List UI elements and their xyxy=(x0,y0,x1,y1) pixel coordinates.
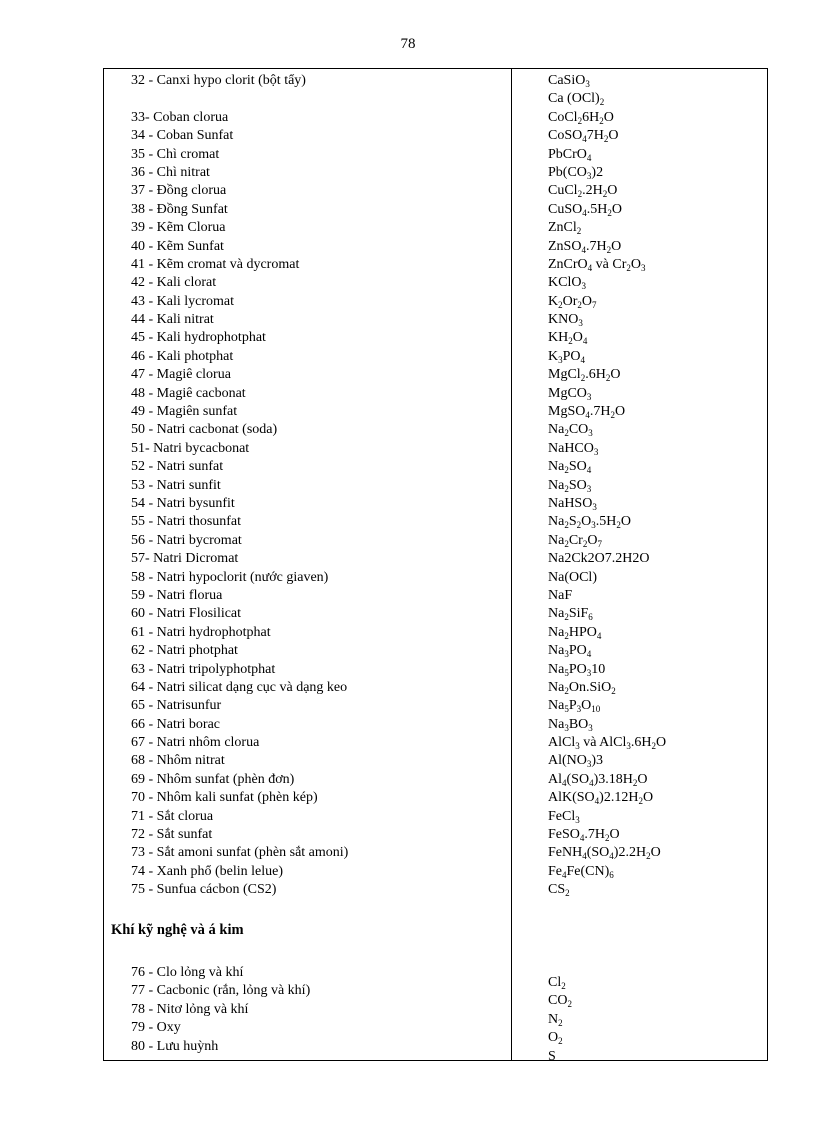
chemicals-table xyxy=(103,68,768,1064)
chemical-name: 75 - Sunfua cácbon (CS2) xyxy=(131,882,277,898)
gas-name-column xyxy=(131,964,310,1056)
chemical-name: 45 - Kali hydrophotphat xyxy=(131,330,266,346)
chemical-formula: $Na_5P_3O_{10}$ xyxy=(548,698,601,715)
chemical-name: 43 - Kali lycromat xyxy=(131,293,235,309)
chemical-name: 53 - Natri sunfit xyxy=(131,477,221,493)
chemical-formula: $K_3PO_4$ xyxy=(548,348,586,365)
chemical-formula: $Na_3PO_4$ xyxy=(548,643,592,660)
chemical-name: 69 - Nhôm sunfat (phèn đơn) xyxy=(131,771,295,787)
chemical-name: 37 - Đồng clorua xyxy=(131,183,227,199)
chemical-name: 55 - Natri thosunfat xyxy=(131,514,242,530)
chemical-name: 48 - Magiê cacbonat xyxy=(131,385,246,401)
chemical-name: 52 - Natri sunfat xyxy=(131,459,224,475)
chemical-name: 39 - Kẽm Clorua xyxy=(131,220,226,236)
gas-name: 77 - Cacbonic (rắn, lỏng và khí) xyxy=(131,983,311,999)
chemical-formula: PbCrO$_4$ xyxy=(548,146,592,163)
chemical-formula: $AlK(SO_4)2.12H_2O$ xyxy=(548,790,654,807)
chemical-name: 46 - Kali photphat xyxy=(131,348,234,364)
chemical-name: 49 - Magiên sunfat xyxy=(131,404,238,420)
chemical-name: 58 - Natri hypoclorit (nước giaven) xyxy=(131,569,329,585)
chemical-name: 65 - Natrisunfur xyxy=(131,698,222,714)
chemical-name: 34 - Coban Sunfat xyxy=(131,128,234,144)
chemical-formula: $Al_4(SO_4)3.18H_2O$ xyxy=(548,771,648,788)
chemical-name: 51- Natri bycacbonat xyxy=(131,440,250,456)
chemical-formula: $CuCl_2.2H_2O$ xyxy=(548,183,618,200)
chemical-name: 74 - Xanh phổ (belin lelue) xyxy=(131,863,284,879)
chemical-formula: $CoSO_47H_2O$ xyxy=(548,128,619,145)
chemical-formula: $CoCl_26H_2O$ xyxy=(548,109,614,126)
chemical-name: 50 - Natri cacbonat (soda) xyxy=(131,422,278,438)
chemical-formula: $Na_2SiF_6$ xyxy=(548,606,593,623)
gas-name: 76 - Clo lỏng và khí xyxy=(131,965,244,980)
chemical-name: 71 - Sắt clorua xyxy=(131,808,214,824)
gas-formula-column xyxy=(548,974,572,1066)
chemical-name: 35 - Chì cromat xyxy=(131,146,220,162)
gas-formula: $Cl_2$ xyxy=(548,975,566,991)
chemical-formula: $Fe_4Fe(CN)_6$ xyxy=(548,863,614,880)
chemical-formula: $KH_2O_4$ xyxy=(548,330,588,347)
chemical-name: 59 - Natri florua xyxy=(131,587,223,603)
chemical-formula: $Na_2S_2O_3.5H_2O$ xyxy=(548,514,631,531)
chemical-formula: NaHSO$_3$ xyxy=(548,495,597,512)
chemical-name: 44 - Kali nitrat xyxy=(131,312,214,328)
chemical-formula: $CS_2$ xyxy=(548,882,570,899)
chemical-formula: $Na_2SO_3$ xyxy=(548,477,592,494)
page-number: 78 xyxy=(400,36,416,52)
chemical-formula: Ca $(OCl)_2$ xyxy=(548,91,605,108)
chemical-formula: $Na_2Cr_2O_7$ xyxy=(548,532,602,549)
chemical-name: 41 - Kẽm cromat và dycromat xyxy=(131,256,300,272)
gas-formula: S xyxy=(548,1048,556,1064)
chemical-name: 38 - Đồng Sunfat xyxy=(131,201,228,217)
gas-name: 79 - Oxy xyxy=(131,1020,181,1036)
chemical-name: 63 - Natri tripolyphotphat xyxy=(131,661,276,677)
gas-formula: $CO_2$ xyxy=(548,993,572,1010)
chemical-name: 57- Natri Dicromat xyxy=(131,551,239,567)
chemical-name: 40 - Kẽm Sunfat xyxy=(131,238,224,254)
chemical-formula: ZnCl$_2$ xyxy=(548,220,582,237)
chemical-formula: CaSiO$_3$ xyxy=(548,73,590,89)
chemical-formula: ZnCrO$_4$ và $Cr_2O_3$ xyxy=(548,256,646,273)
chemical-formula: $Na_2SO_4$ xyxy=(548,459,592,476)
chemical-name: 33- Coban clorua xyxy=(131,109,229,125)
chemical-formula: NaHCO$_3$ xyxy=(548,440,599,457)
chemical-name: 54 - Natri bysunfit xyxy=(131,495,235,511)
chemical-name xyxy=(131,90,501,108)
chemical-name: 67 - Natri nhôm clorua xyxy=(131,735,260,751)
chemical-name: 32 - Canxi hypo clorit (bột tẩy) xyxy=(131,73,306,88)
chemical-formula: $Na_2On.SiO_2$ xyxy=(548,679,616,696)
chemical-formula: $Na_3BO_3$ xyxy=(548,716,593,733)
gas-formula: $O_2$ xyxy=(548,1030,563,1047)
chemical-name: 60 - Natri Flosilicat xyxy=(131,606,242,622)
chemical-name: 70 - Nhôm kali sunfat (phèn kép) xyxy=(131,790,318,806)
chemical-name: 42 - Kali clorat xyxy=(131,275,217,291)
gas-name: 80 - Lưu huỳnh xyxy=(131,1038,219,1054)
chemical-formula: $FeSO_4.7H_2O$ xyxy=(548,827,620,844)
chemical-name: 73 - Sắt amoni sunfat (phèn sắt amoni) xyxy=(131,845,349,861)
chemical-formula: Na(OCl) xyxy=(548,569,597,585)
chemical-formula: $KNO_3$ xyxy=(548,312,583,329)
chemical-formula: $K_2Or_2O_7$ xyxy=(548,293,597,310)
chemical-formula: AlCl$_3$ và $AlCl_3.6H_2O$ xyxy=(548,735,667,752)
chemical-formula: $Na_2CO_3$ xyxy=(548,422,593,439)
chemical-formula: $FeNH_4(SO_4)2.2H_2O$ xyxy=(548,845,661,862)
chemical-formula: KClO$_3$ xyxy=(548,275,586,292)
column-divider xyxy=(511,69,512,1060)
gas-formula: $N_2$ xyxy=(548,1011,563,1028)
chemical-name: 68 - Nhôm nitrat xyxy=(131,753,225,769)
section-title: Khí kỹ nghệ và á kim xyxy=(111,922,244,938)
chemical-formula: $CuSO_4.5H_2O$ xyxy=(548,201,622,218)
chemical-formula: $MgCl_2.6H_2O$ xyxy=(548,367,621,384)
gas-name: 78 - Nitơ lỏng và khí xyxy=(131,1001,249,1017)
chemical-name: 61 - Natri hydrophotphat xyxy=(131,624,271,640)
chemical-name-column xyxy=(131,72,501,900)
chemical-formula: $ZnSO_4.7H_2O$ xyxy=(548,238,622,255)
chemical-formula: MgCO$_3$ xyxy=(548,385,592,402)
chemical-name: 66 - Natri borac xyxy=(131,716,221,732)
chemical-name: 56 - Natri bycromat xyxy=(131,532,242,548)
chemical-formula: $Al(NO_3)3$ xyxy=(548,753,604,770)
chemical-formula: $Na_5PO_310$ xyxy=(548,661,606,678)
chemical-name: 47 - Magiê clorua xyxy=(131,367,231,383)
chemical-formula: Na2Ck2O7.2H2O xyxy=(548,551,650,567)
chemical-formula: $MgSO_4.7H_2O$ xyxy=(548,404,626,421)
chemical-name: 36 - Chì nitrat xyxy=(131,164,210,180)
chemical-name: 62 - Natri photphat xyxy=(131,643,238,659)
chemical-name: 72 - Sắt sunfat xyxy=(131,827,213,843)
chemical-name: 64 - Natri silicat dạng cục và dạng keo xyxy=(131,679,348,695)
chemical-formula: $Pb(CO_3)2$ xyxy=(548,164,604,181)
chemical-formula: NaF xyxy=(548,587,573,603)
chemical-formula: $Na_2HPO_4$ xyxy=(548,624,602,641)
chemical-formula-column xyxy=(548,72,763,900)
chemical-formula: FeCl$_3$ xyxy=(548,808,580,825)
